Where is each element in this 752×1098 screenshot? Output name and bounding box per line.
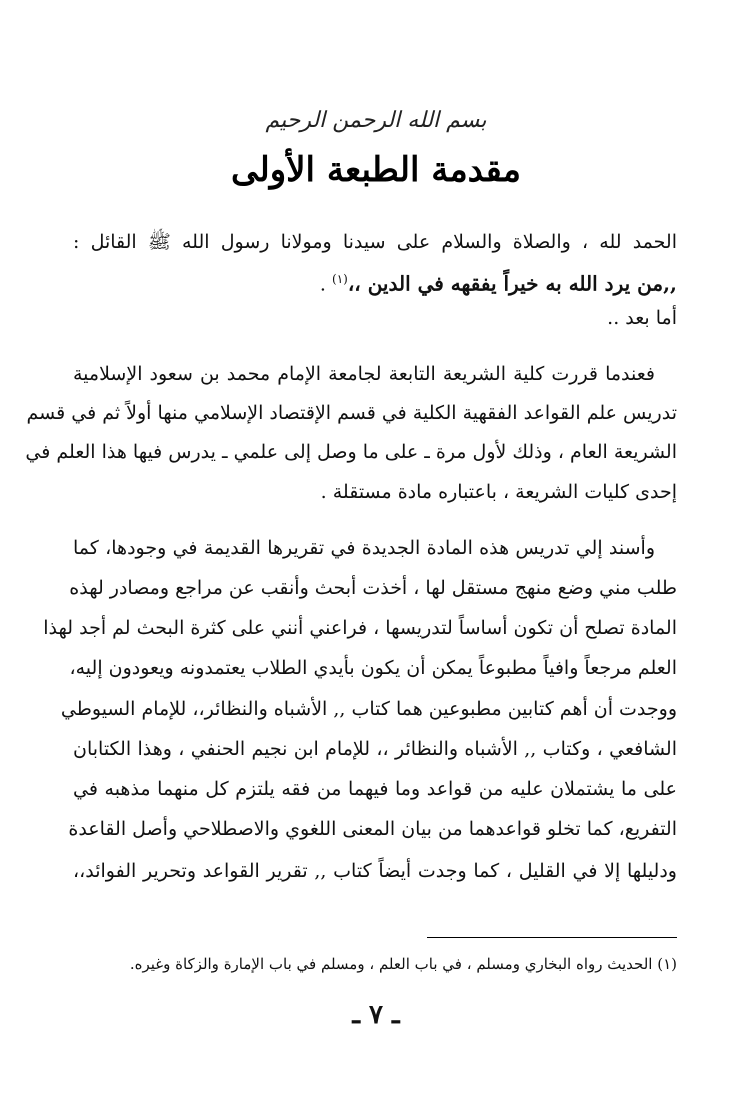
paragraph2-line: التفريع، كما تخلو قواعدهما من بيان المعنى اللغوي والاصطلاحي وأصل القاعدة [68,818,677,840]
paragraph2-line: ودليلها إلا في القليل ، كما وجدت أيضاً كتاب ,, تقرير القواعد وتحرير الفوائد،، [73,860,677,882]
paragraph1-line: الشريعة العام ، وذلك لأول مرة ـ على ما وصل إلى علمي ـ يدرس فيها هذا العلم في [25,441,677,463]
paragraph2-line: طلب مني وضع منهج مستقل لها ، أخذت أبحث وأنقب عن مراجع ومصادر لهذه [69,577,677,599]
paragraph1-line: فعندما قررت كلية الشريعة التابعة لجامعة الإمام محمد بن سعود الإسلامية [73,363,655,385]
intro-line: الحمد لله ، والصلاة والسلام على سيدنا ومولانا رسول الله ﷺ القائل : [73,231,677,253]
paragraph2-line: وأسند إلي تدريس هذه المادة الجديدة في تقريرها القديمة في وجودها، كما [73,537,655,559]
paragraph2-line: المادة تصلح أن تكون أساساً لتدريسها ، فراعني أنني على كثرة البحث لم أجد لهذا [43,617,677,639]
hadith-end: . [319,273,332,296]
footnote-marker: (١) [332,272,348,286]
hadith-quote: ,,من يرد الله به خيراً يفقهه في الدين ،، [347,271,677,296]
basmala-ornament: بسم الله الرحمن الرحيم [265,108,487,133]
page-number: ـ ٧ ـ [352,1000,400,1030]
hadith-line [73,263,677,300]
paragraph1-line: تدريس علم القواعد الفقهية الكلية في قسم الإقتصاد الإسلامي منها أولاً ثم في قسم [26,402,677,424]
footnote-divider [427,937,677,938]
paragraph2-line: على ما يشتملان عليه من قواعد وما فيهما من فقه يلتزم كل منهما مذهبه في [73,778,677,800]
paragraph1-line: إحدى كليات الشريعة ، باعتباره مادة مستقلة . [320,481,677,503]
paragraph2-line: الشافعي ، وكتاب ,, الأشباه والنظائر ،، للإمام ابن نجيم الحنفي ، وهذا الكتابان [73,738,677,760]
paragraph2-line: ووجدت أن أهم كتابين مطبوعين هما كتاب ,, الأشباه والنظائر،، للإمام السيوطي [60,698,677,720]
footnote: (١) الحديث رواه البخاري ومسلم ، في باب العلم ، ومسلم في باب الإمارة والزكاة وغيره. [129,955,677,973]
amma-baad: أما بعد .. [607,307,677,329]
page-title: مقدمة الطبعة الأولى [231,150,521,190]
paragraph2-line: العلم مرجعاً وافياً مطبوعاً يمكن أن يكون بأيدي الطلاب يعتمدونه ويعودون إليه، [69,657,677,679]
